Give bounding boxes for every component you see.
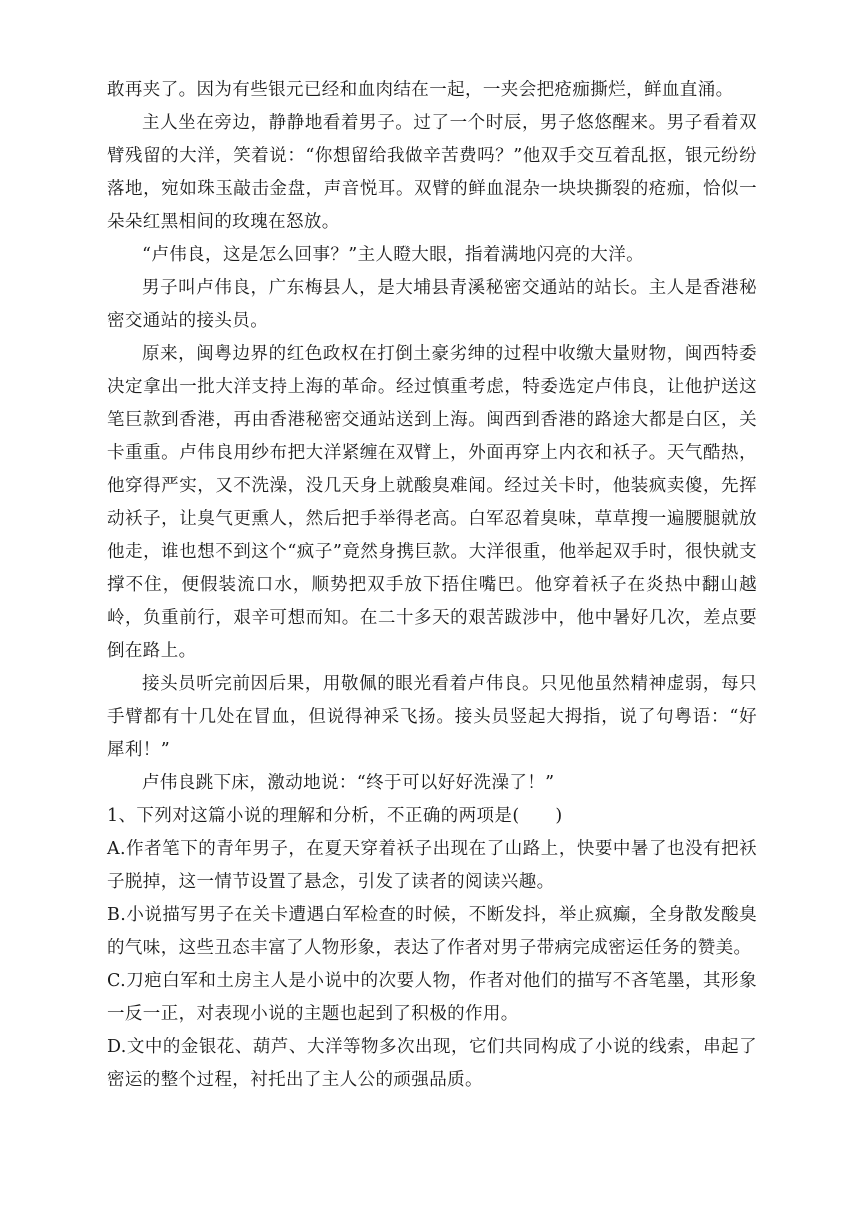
paragraph-7: 卢伟良跳下床，激动地说：“终于可以好好洗澡了！” bbox=[142, 773, 555, 793]
paragraph-4: 男子叫卢伟良，广东梅县人，是大埔县青溪秘密交通站的站长。主人是香港秘密交通站的接头员。 bbox=[107, 278, 757, 331]
paragraph-6: 接头员听完前因后果，用敬佩的眼光看着卢伟良。只见他虽然精神虚弱，每只手臂都有十几处在冒血，但说得神采飞扬。接头员竖起大拇指，说了句粤语：“好犀利！” bbox=[107, 674, 757, 760]
question-stem: 1、下列对这篇小说的理解和分析，不正确的两项是( ) bbox=[107, 806, 563, 826]
paragraph-1: 敢再夹了。因为有些银元已经和血肉结在一起，一夹会把疮痂撕烂，鲜血直涌。 bbox=[107, 80, 734, 100]
option-d: D.文中的金银花、葫芦、大洋等物多次出现，它们共同构成了小说的线索，串起了密运的整个过程，衬托出了主人公的顽强品质。 bbox=[107, 1037, 757, 1090]
document-page bbox=[107, 74, 757, 1097]
option-a: A.作者笔下的青年男子，在夏天穿着袄子出现在了山路上，快要中暑了也没有把袄子脱掉，这一情节设置了悬念，引发了读者的阅读兴趣。 bbox=[107, 839, 757, 892]
question-block bbox=[107, 800, 757, 1097]
paragraph-2: 主人坐在旁边，静静地看着男子。过了一个时辰，男子悠悠醒来。男子看着双臂残留的大洋，笑着说：“你想留给我做辛苦费吗？”他双手交互着乱抠，银元纷纷落地，宛如珠玉敲击金盘，声音悦耳。双臂的鲜血混杂一块块撕裂的疮痂，恰似一朵朵红黑相间的玫瑰在怒放。 bbox=[107, 113, 757, 232]
paragraph-3: “卢伟良，这是怎么回事？”主人瞪大眼，指着满地闪亮的大洋。 bbox=[142, 245, 644, 265]
option-b: B.小说描写男子在关卡遭遇白军检查的时候，不断发抖，举止疯癫，全身散发酸臭的气味，这些丑态丰富了人物形象，表达了作者对男子带病完成密运任务的赞美。 bbox=[107, 905, 757, 958]
paragraph-5: 原来，闽粤边界的红色政权在打倒土豪劣绅的过程中收缴大量财物，闽西特委决定拿出一批大洋支持上海的革命。经过慎重考虑，特委选定卢伟良，让他护送这笔巨款到香港，再由香港秘密交通站送到上海。闽西到香港的路途大都是白区，关卡重重。卢伟良用纱布把大洋紧缠在双臂上，外面再穿上内衣和袄子。天气酷热，他穿得严实，又不洗澡，没几天身上就酸臭难闻。经过关卡时，他装疯卖傻，先挥动袄子，让臭气更熏人，然后把手举得老高。白军忍着臭味，草草搜一遍腰腿就放他走，谁也想不到这个“疯子”竟然身携巨款。大洋很重，他举起双手时，很快就支撑不住，便假装流口水，顺势把双手放下捂住嘴巴。他穿着袄子在炎热中翻山越岭，负重前行，艰辛可想而知。在二十多天的艰苦跋涉中，他中暑好几次，差点要倒在路上。 bbox=[107, 344, 757, 661]
option-c: C.刀疤白军和土房主人是小说中的次要人物，作者对他们的描写不吝笔墨，其形象一反一正，对表现小说的主题也起到了积极的作用。 bbox=[107, 971, 757, 1024]
